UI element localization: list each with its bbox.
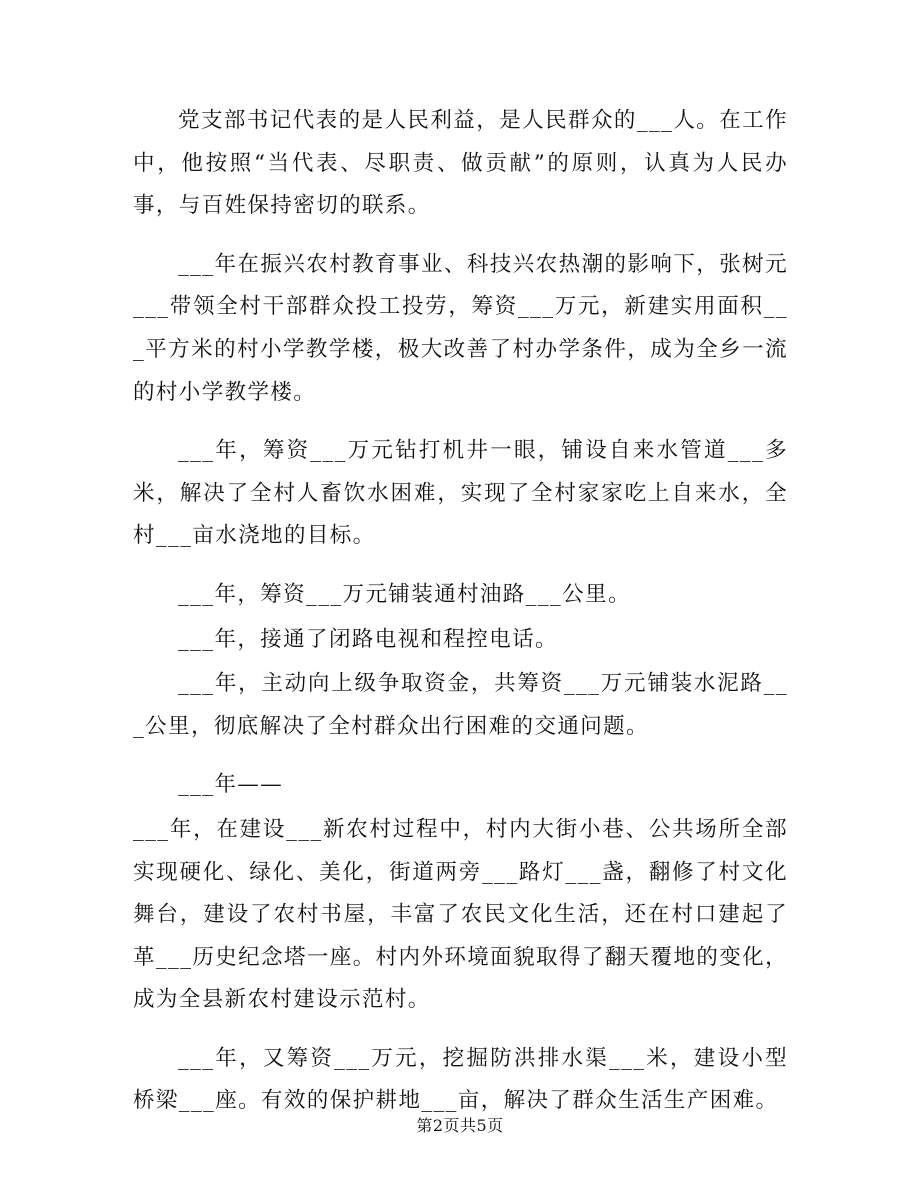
paragraph-new-countryside: ___年，在建设___新农村过程中，村内大街小巷、公共场所全部实现硬化、绿化、美化，街道两旁___路灯___盏，翻修了村文化舞台，建设了农村书屋，丰富了农民文化生活，还在村口建起了革___历史纪念塔一座。村内外环境面貌取得了翻天覆地的变化，成为全县新农村建设示范村。 xyxy=(133,816,788,1013)
paragraph-village-road: ___年，筹资___万元铺装通村油路___公里。 xyxy=(178,581,631,607)
paragraph-flood-control: ___年，又筹资___万元，挖掘防洪排水渠___米，建设小型桥梁___座。有效的保护耕地___亩，解决了群众生活生产困难。 xyxy=(133,1045,788,1114)
paragraph-secretary-role: 党支部书记代表的是人民利益，是人民群众的___人。在工作中，他按照“当代表、尽职责、做贡献”的原则，认真为人民办事，与百姓保持密切的联系。 xyxy=(133,108,788,219)
page-number-footer: 第2页共5页 xyxy=(416,1116,504,1135)
paragraph-water-supply: ___年，筹资___万元钻打机井一眼，铺设自来水管道___多米，解决了全村人畜饮水困难，实现了全村家家吃上自来水，全村___亩水浇地的目标。 xyxy=(133,438,788,549)
document-body xyxy=(133,100,788,1123)
paragraph-school-building: ___年在振兴农村教育事业、科技兴农热潮的影响下，张树元___带领全村干部群众投工投劳，筹资___万元，新建实用面积___平方米的村小学教学楼，极大改善了村办学条件，成为全乡一流的村小学教学楼。 xyxy=(133,251,788,405)
paragraph-cement-road: ___年，主动向上级争取资金，共筹资___万元铺装水泥路___公里，彻底解决了全村群众出行困难的交通问题。 xyxy=(133,671,788,739)
paragraph-year-range-start: ___年—— xyxy=(178,772,284,798)
paragraph-tv-telephone: ___年，接通了闭路电视和程控电话。 xyxy=(178,626,558,652)
